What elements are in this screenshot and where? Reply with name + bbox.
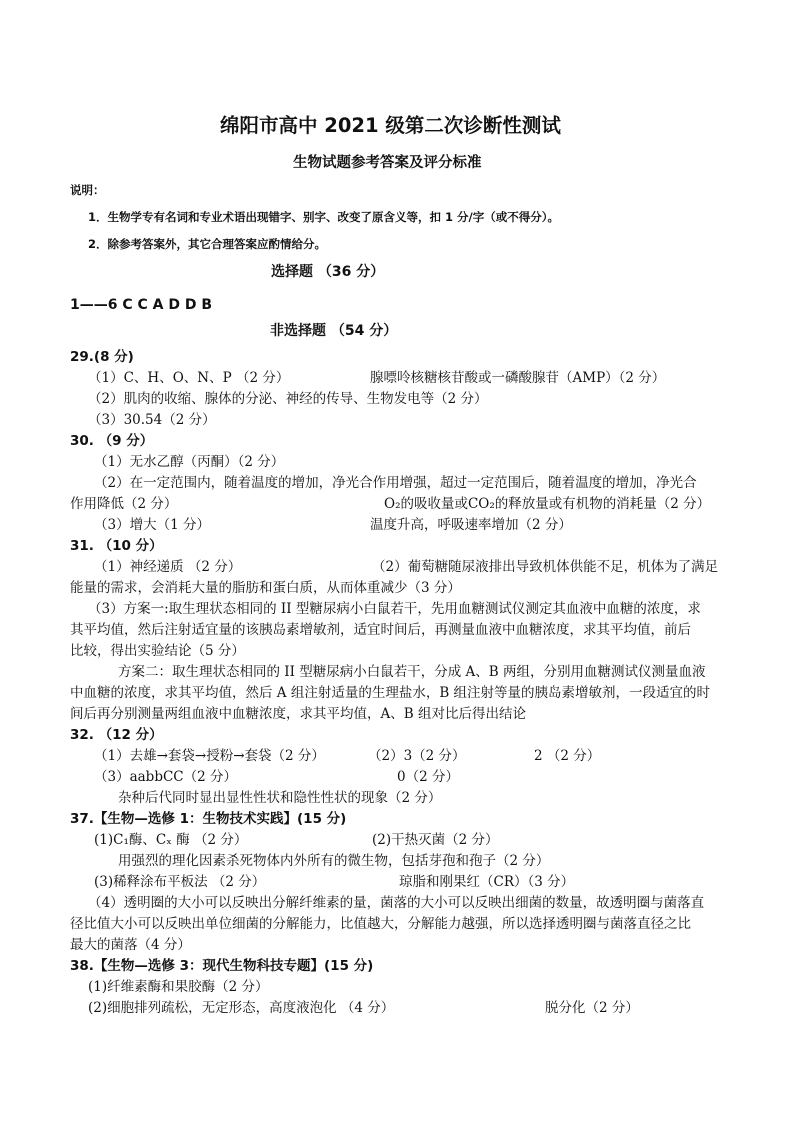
q29-heading: 29.(8 分) — [70, 349, 134, 365]
q37-line-2: 用强烈的理化因素杀死物体内外所有的微生物，包括芽孢和孢子（2 分） — [118, 853, 550, 869]
q38-line-1: (1)纤维素酶和果胶酶（2 分） — [88, 979, 269, 995]
q32-line-3: 杂种后代同时显出显性性状和隐性性状的现象（2 分） — [118, 790, 442, 806]
q31-heading: 31. （10 分） — [70, 538, 163, 554]
q31-line-2: 能量的需求，会消耗大量的脂肪和蛋白质，从而体重减少（3 分） — [70, 580, 461, 596]
q32-line-1b: （2）3（2 分） — [368, 748, 466, 764]
q37-line-1b: (2)干热灭菌（2 分） — [372, 832, 499, 848]
q32-heading: 32. （12 分） — [70, 727, 163, 743]
q29-line-1a: （1）C、H、O、N、P （2 分） — [88, 370, 290, 386]
q31-line-5: 比较，得出实验结论（5 分） — [70, 643, 245, 659]
q32-line-1a: （1）去雄→套袋→授粉→套袋（2 分） — [94, 748, 325, 764]
q38-heading: 38.【生物—选修 3：现代生物科技专题】(15 分) — [70, 958, 374, 974]
nonchoice-heading: 非选择题 （54 分） — [270, 323, 398, 339]
q31-line-1a: （1）神经递质 （2 分） — [94, 559, 242, 575]
q29-line-2: （2）肌肉的收缩、腺体的分泌、神经的传导、生物发电等（2 分） — [88, 391, 488, 407]
notes-label: 说明： — [70, 183, 105, 197]
q37-line-5: 径比值大小可以反映出单位细菌的分解能力，比值越大，分解能力越强，所以选择透明圈与菌落直径之比 — [70, 916, 691, 932]
q37-line-3b: 琼脂和刚果红（CR）（3 分） — [399, 874, 575, 890]
q30-heading: 30. （9 分） — [70, 433, 154, 449]
q31-line-8: 间后再分别测量两组血液中血糖浓度，求其平均值，A、B 组对比后得出结论 — [70, 706, 526, 722]
q37-line-1a: (1)C₁酶、Cₓ 酶 （2 分） — [94, 832, 248, 848]
q32-line-2a: （3）aabbCC（2 分） — [94, 769, 238, 785]
choice-answers: 1——6 C C A D D B — [70, 297, 213, 313]
q31-line-4: 其平均值，然后注射适宜量的该胰岛素增敏剂，适宜时间后，再测量血液中血糖浓度，求其平均值，前后 — [70, 622, 691, 638]
q37-heading: 37.【生物—选修 1：生物技术实践】(15 分) — [70, 811, 347, 827]
q30-line-3a: 作用降低（2 分） — [70, 496, 178, 512]
q30-line-1: （1）无水乙醇（丙酮）（2 分） — [94, 454, 285, 470]
page-title: 绵阳市高中 2021 级第二次诊断性测试 — [220, 114, 561, 137]
q30-line-2: （2）在一定范围内，随着温度的增加，净光合作用增强，超过一定范围后，随着温度的增加，净光合 — [94, 475, 697, 491]
note-item-1: 1．生物学专有名词和专业术语出现错字、别字、改变了原含义等，扣 1 分/字（或不得分）。 — [88, 210, 559, 224]
q37-line-4: （4）透明圈的大小可以反映出分解纤维素的量，菌落的大小可以反映出细菌的数量，故透明圈与菌落直 — [88, 895, 705, 911]
q37-line-6: 最大的菌落（4 分） — [70, 937, 191, 953]
q38-line-2b: 脱分化（2 分） — [545, 1000, 639, 1016]
q32-line-1c: 2 （2 分） — [534, 748, 601, 764]
q30-line-4a: （3）增大（1 分） — [94, 517, 210, 533]
q29-line-3: （3）30.54（2 分） — [88, 412, 216, 428]
q32-line-2b: 0（2 分） — [397, 769, 459, 785]
q31-line-6: 方案二：取生理状态相同的 II 型糖尿病小白鼠若干，分成 A、B 两组，分别用血糖测试仪测量血液 — [118, 664, 706, 680]
q29-line-1b: 腺嘌呤核糖核苷酸或一磷酸腺苷（AMP）（2 分） — [370, 370, 666, 386]
q31-line-1b: （2）葡萄糖随尿液排出导致机体供能不足，机体为了满足 — [372, 559, 719, 575]
q30-line-4b: 温度升高，呼吸速率增加（2 分） — [370, 517, 572, 533]
q37-line-3a: (3)稀释涂布平板法 （2 分） — [94, 874, 266, 890]
page-subtitle: 生物试题参考答案及评分标准 — [293, 155, 482, 171]
q31-line-3: （3）方案一:取生理状态相同的 II 型糖尿病小白鼠若干，先用血糖测试仪测定其血液中血糖的浓度，求 — [88, 601, 701, 617]
q30-line-3b: O₂的吸收量或CO₂的释放量或有机物的消耗量（2 分） — [384, 496, 711, 512]
note-item-2: 2．除参考答案外，其它合理答案应酌情给分。 — [88, 237, 326, 251]
choice-heading: 选择题 （36 分） — [271, 264, 385, 280]
q38-line-2a: (2)细胞排列疏松，无定形态，高度液泡化 （4 分） — [88, 1000, 395, 1016]
q31-line-7: 中血糖的浓度，求其平均值，然后 A 组注射适量的生理盐水，B 组注射等量的胰岛素增敏剂，一段适宜的时 — [70, 685, 711, 701]
